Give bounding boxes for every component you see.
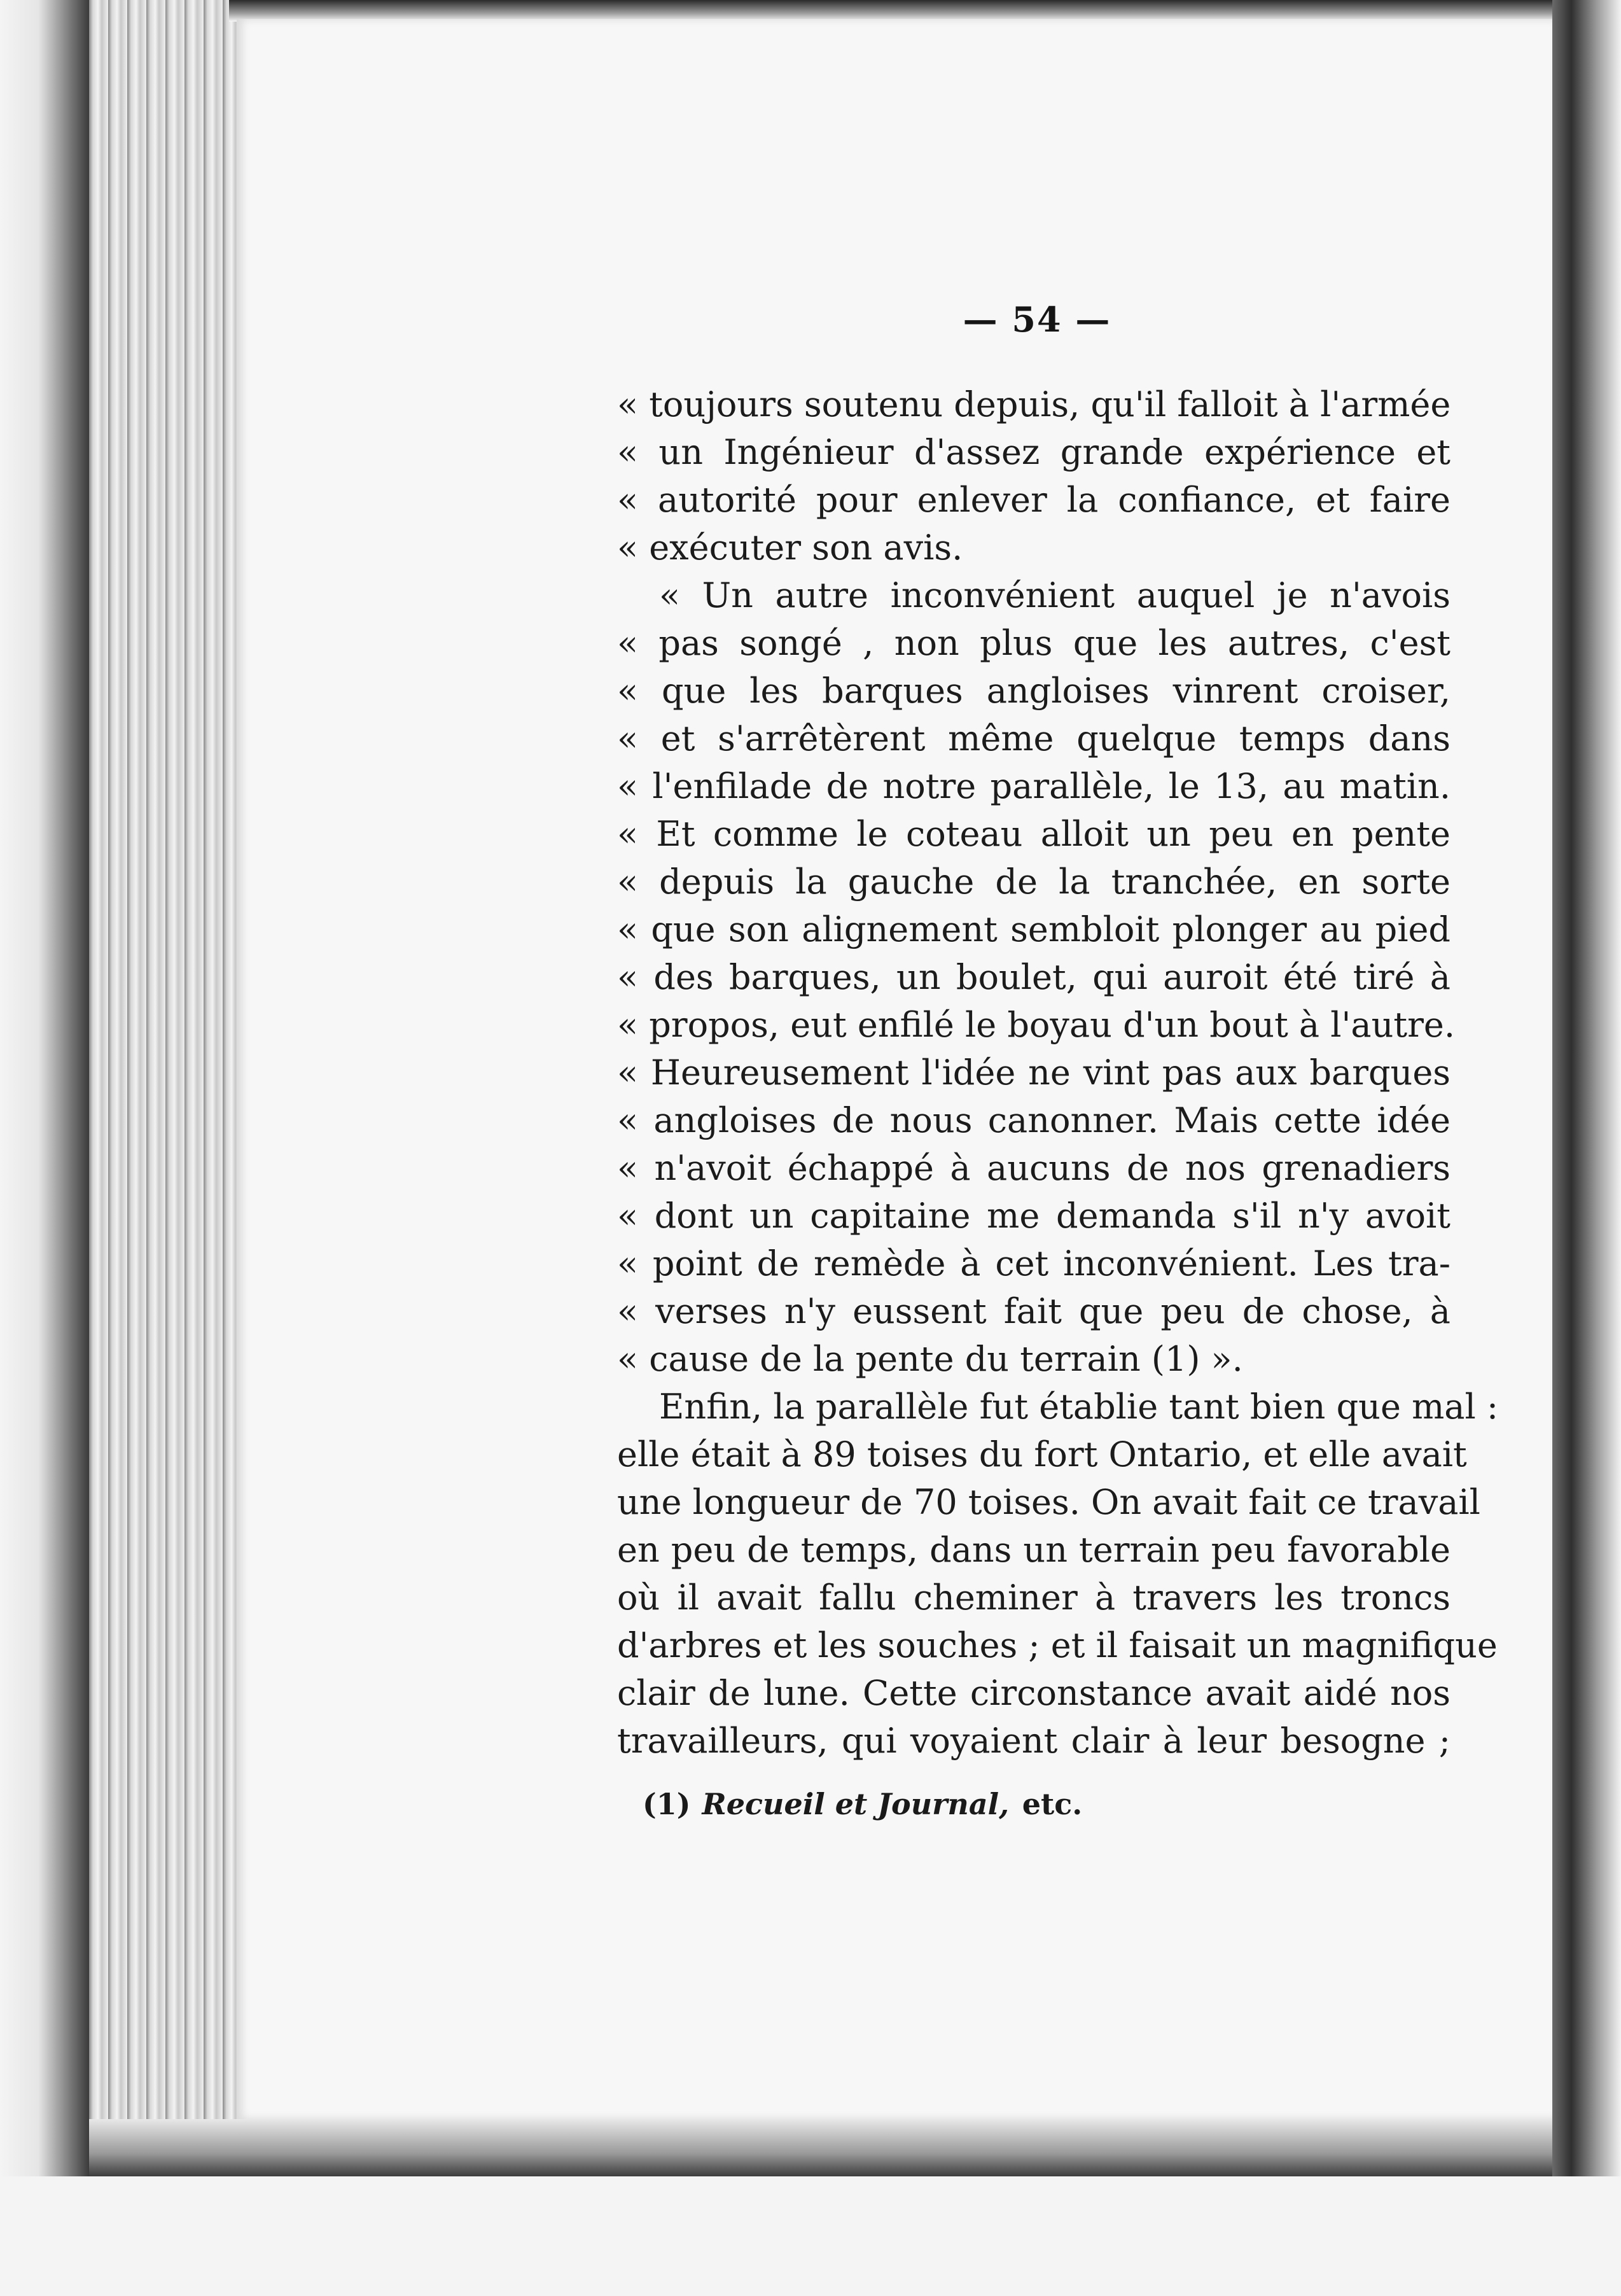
- text-line: « que son alignement sembloit plonger au pied: [617, 909, 1451, 949]
- text-line: « propos, eut enfilé le boyau d'un bout à l'autre.: [617, 1005, 1456, 1045]
- text-line: elle était à 89 toises du fort Ontario, et elle avait: [617, 1434, 1467, 1474]
- footnote-suffix: etc.: [1022, 1787, 1083, 1821]
- text-line: « cause de la pente du terrain (1) ».: [617, 1339, 1243, 1379]
- text-line: en peu de temps, dans un terrain peu favorable: [617, 1530, 1451, 1570]
- text-line: « un Ingénieur d'assez grande expérience et: [617, 432, 1451, 472]
- scan-border-right: [1552, 0, 1621, 2296]
- text-line: « n'avoit échappé à aucuns de nos grenadiers: [617, 1148, 1451, 1188]
- text-line: une longueur de 70 toises. On avait fait ce travail: [617, 1482, 1480, 1522]
- text-line: Enfin, la parallèle fut établie tant bien que mal :: [659, 1387, 1499, 1427]
- scan-border-top: [229, 0, 1565, 22]
- text-line: « depuis la gauche de la tranchée, en sorte: [617, 862, 1451, 902]
- text-line: « Un autre inconvénient auquel je n'avois: [659, 575, 1451, 615]
- page-number: — 54 —: [963, 299, 1111, 340]
- text-line: « Heureusement l'idée ne vint pas aux barques: [617, 1053, 1451, 1093]
- text-line: clair de lune. Cette circonstance avait aidé nos: [617, 1673, 1451, 1713]
- text-line: « et s'arrêtèrent même quelque temps dans: [617, 718, 1451, 759]
- footnote: [643, 1782, 1082, 1826]
- text-line: « autorité pour enlever la confiance, et faire: [617, 480, 1451, 520]
- footnote-title: Recueil et Journal,: [702, 1787, 1010, 1821]
- text-line: « que les barques angloises vinrent croiser,: [617, 671, 1451, 711]
- scan-border-bottom: [0, 2176, 1621, 2296]
- footnote-marker: (1): [643, 1787, 691, 1821]
- text-line: « verses n'y eussent fait que peu de chose, à: [617, 1291, 1451, 1331]
- text-line: « exécuter son avis.: [617, 528, 963, 568]
- text-line: où il avait fallu cheminer à travers les troncs: [617, 1578, 1451, 1618]
- book-page-bottom-edge: [89, 2119, 1565, 2176]
- scan-border-left: [0, 0, 89, 2296]
- text-line: « l'enfilade de notre parallèle, le 13, au matin.: [617, 766, 1451, 806]
- text-line: « des barques, un boulet, qui auroit été tiré à: [617, 957, 1451, 997]
- text-line: travailleurs, qui voyaient clair à leur besogne ;: [617, 1721, 1451, 1761]
- text-line: « toujours soutenu depuis, qu'il falloit à l'armée: [617, 384, 1451, 424]
- text-line: d'arbres et les souches ; et il faisait un magnifique: [617, 1625, 1498, 1665]
- text-line: « pas songé , non plus que les autres, c'est: [617, 623, 1451, 663]
- text-line: « point de remède à cet inconvénient. Les tra-: [617, 1243, 1451, 1284]
- text-line: « Et comme le coteau alloit un peu en pente: [617, 814, 1451, 854]
- book-page-edges: [89, 0, 242, 2176]
- text-line: « dont un capitaine me demanda s'il n'y avoit: [617, 1196, 1451, 1236]
- text-line: « angloises de nous canonner. Mais cette idée: [617, 1100, 1451, 1140]
